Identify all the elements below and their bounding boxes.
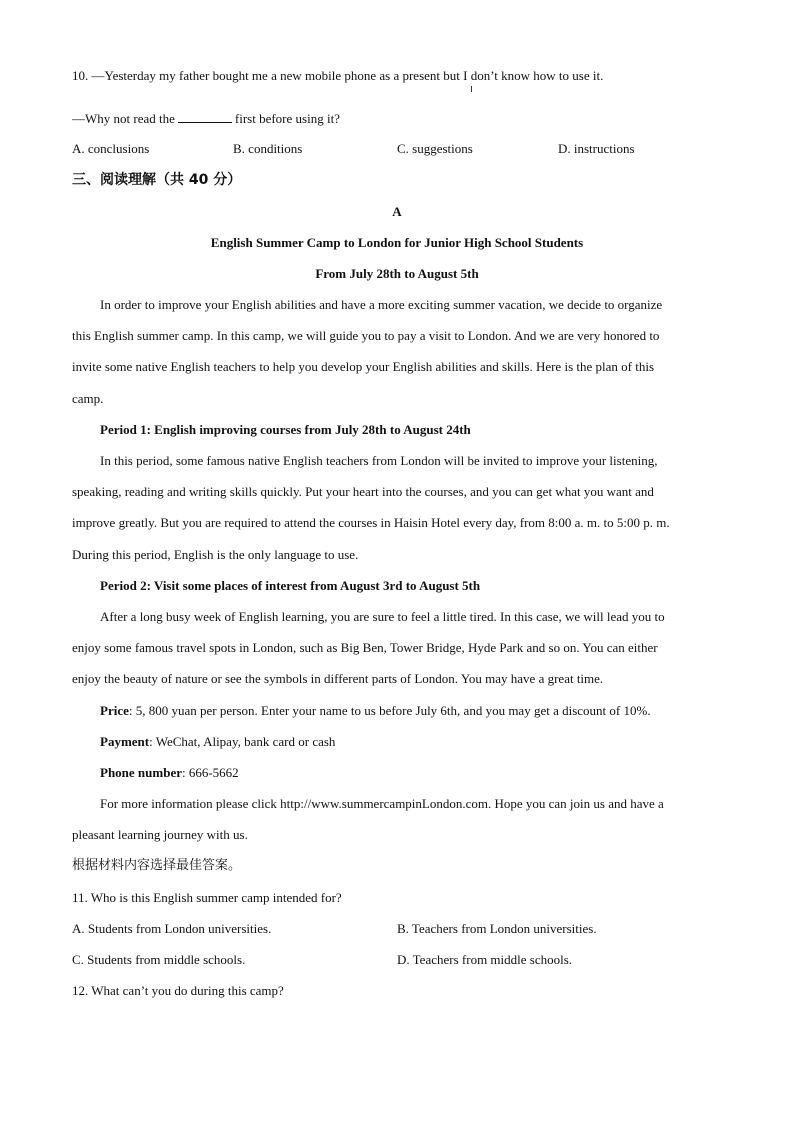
q10-stem-line1: 10. —Yesterday my father bought me a new mobile phone as a present but I don’t know how to use it. — [72, 68, 604, 83]
paragraph-2-line: improve greatly. But you are required to attend the courses in Haisin Hotel every day, from 8:00 a. m. to 5:00 p. m. — [72, 515, 670, 530]
answer-blank — [178, 110, 232, 123]
q11-option-d: D. Teachers from middle schools. — [397, 952, 573, 967]
price-label: Price — [100, 703, 129, 718]
paragraph-1-line: invite some native English teachers to help you develop your English abilities and skills. Here is the plan of this — [72, 359, 654, 374]
paragraph-3-line: enjoy some famous travel spots in London, such as Big Ben, Tower Bridge, Hyde Park and so on. You can either — [72, 640, 658, 655]
phone-text: : 666-5662 — [181, 765, 239, 780]
q10-line2-pre: —Why not read the — [72, 111, 175, 126]
paragraph-1-line: In order to improve your English abilities and have a more exciting summer vacation, we decide to organize — [100, 297, 663, 312]
passage-title: English Summer Camp to London for Junior High School Students — [210, 235, 584, 250]
section-heading: 三、阅读理解（共 40 分） — [72, 172, 242, 188]
price-line — [100, 703, 651, 719]
q11-option-a: A. Students from London universities. — [72, 921, 272, 936]
q10-stem-line2 — [72, 110, 340, 127]
q12-stem: 12. What can’t you do during this camp? — [72, 983, 284, 998]
instruction: 根据材料内容选择最佳答案。 — [72, 858, 242, 873]
paragraph-4-line: pleasant learning journey with us. — [72, 827, 248, 842]
paragraph-3-line: enjoy the beauty of nature or see the symbols in different parts of London. You may have a great time. — [72, 671, 604, 686]
passage-dates: From July 28th to August 5th — [315, 266, 479, 281]
q10-line2-post: first before using it? — [234, 111, 340, 126]
q11-stem: 11. Who is this English summer camp intended for? — [72, 890, 342, 905]
comma-mark — [471, 86, 472, 92]
paragraph-4-line: For more information please click http://www.summercampinLondon.com. Hope you can join us and have a — [100, 796, 664, 811]
paragraph-1-line: camp. — [72, 391, 104, 406]
payment-line — [100, 734, 335, 750]
phone-label: Phone number — [100, 765, 182, 780]
q10-option-b: B. conditions — [233, 141, 303, 156]
paragraph-1-line: this English summer camp. In this camp, we will guide you to pay a visit to London. And we are very honored to — [72, 328, 660, 343]
payment-text: : WeChat, Alipay, bank card or cash — [149, 734, 336, 749]
paragraph-2-line: In this period, some famous native English teachers from London will be invited to improve your listening, — [100, 453, 658, 468]
q10-option-d: D. instructions — [558, 141, 635, 156]
price-text: : 5, 800 yuan per person. Enter your name to us before July 6th, and you may get a discount of 10%. — [128, 703, 651, 718]
q10-option-a: A. conclusions — [72, 141, 150, 156]
paragraph-2-line: During this period, English is the only language to use. — [72, 547, 359, 562]
q11-option-c: C. Students from middle schools. — [72, 952, 246, 967]
period-2-heading: Period 2: Visit some places of interest from August 3rd to August 5th — [100, 578, 481, 593]
passage-label: A — [392, 204, 402, 219]
period-1-heading: Period 1: English improving courses from July 28th to August 24th — [100, 422, 471, 437]
phone-line — [100, 765, 239, 781]
paragraph-2-line: speaking, reading and writing skills quickly. Put your heart into the courses, and you can get what you want and — [72, 484, 654, 499]
payment-label: Payment — [100, 734, 150, 749]
paragraph-3-line: After a long busy week of English learning, you are sure to feel a little tired. In this case, we will lead you to — [100, 609, 665, 624]
q10-option-c: C. suggestions — [397, 141, 473, 156]
q11-option-b: B. Teachers from London universities. — [397, 921, 597, 936]
